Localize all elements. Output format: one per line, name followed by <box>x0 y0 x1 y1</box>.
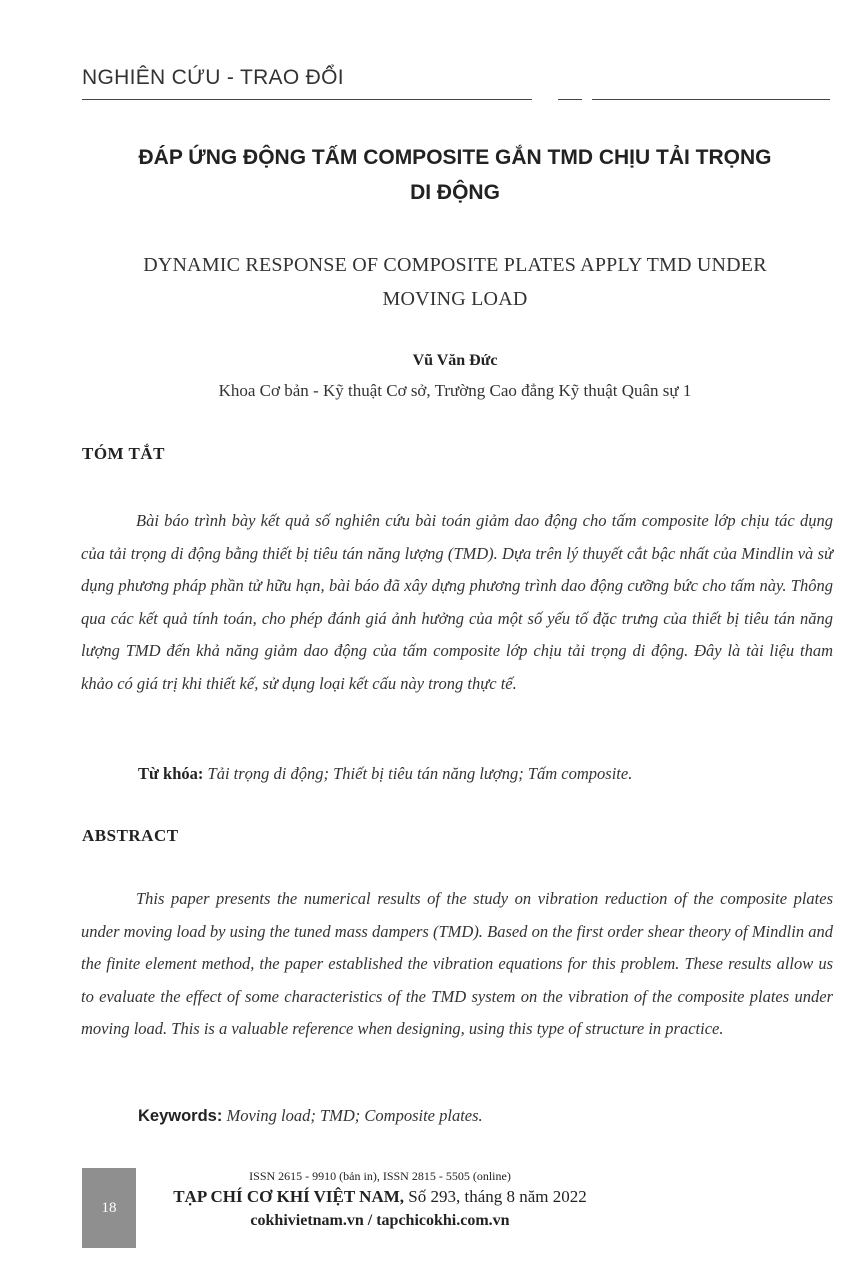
journal-name: TẠP CHÍ CƠ KHÍ VIỆT NAM, <box>173 1187 405 1206</box>
abstract-heading: ABSTRACT <box>82 826 179 845</box>
keywords-vi: Tải trọng di động; Thiết bị tiêu tán năng lượng; Tấm composite. <box>207 764 633 783</box>
page-number: 18 <box>82 1168 136 1248</box>
header-rule-segment <box>558 99 582 100</box>
tomtat-body: Bài báo trình bày kết quả số nghiên cứu bài toán giảm dao động cho tấm composite lớp chịu tác dụng của tải trọng di động bằng thiết bị tiêu tán năng lượng (TMD). Dựa trên lý thuyết cắt bậc nhất của Mindlin và sử dụng phương pháp phần tử hữu hạn, bài báo đã xây dựng phương trình dao động cưỡng bức cho tấm này. Thông qua các kết quả tính toán, cho phép đánh giá ảnh hưởng của một số yếu tố đặc trưng của thiết bị tiêu tán năng lượng TMD đến khả năng giảm dao động của tấm composite lớp chịu tải trọng di động. Đây là tài liệu tham khảo có giá trị khi thiết kế, sử dụng loại kết cấu này trong thực tế. <box>81 511 833 693</box>
title-en-line-1: DYNAMIC RESPONSE OF COMPOSITE PLATES APPLY TMD UNDER <box>143 254 767 276</box>
footer-websites: cokhivietnam.vn / tapchicokhi.com.vn <box>250 1212 510 1229</box>
title-english <box>60 248 850 316</box>
section-label: NGHIÊN CỨU - TRAO ĐỔI <box>82 66 344 89</box>
title-vietnamese <box>60 140 850 210</box>
header-rule-right <box>592 99 830 100</box>
keywords-en: Moving load; TMD; Composite plates. <box>226 1106 483 1125</box>
author-name: Vũ Văn Đức <box>412 352 498 369</box>
keywords-label-vi: Từ khóa: <box>138 764 204 783</box>
footer-issn: ISSN 2615 - 9910 (bản in), ISSN 2815 - 5505 (online) <box>249 1169 511 1183</box>
title-en-line-2: MOVING LOAD <box>382 288 528 310</box>
title-vi-line-1: ĐÁP ỨNG ĐỘNG TẤM COMPOSITE GẮN TMD CHỊU TẢI TRỌNG <box>138 146 772 169</box>
abstract-keywords <box>138 1106 483 1126</box>
abstract-body: This paper presents the numerical results of the study on vibration reduction of the composite plates under moving load by using the tuned mass dampers (TMD). Based on the first order shear theory of Mindlin and the finite element method, the paper established the vibration equations for this problem. These results allow us to evaluate the effect of some characteristics of the TMD system on the vibration of the composite plates under moving load. This is a valuable reference when designing, using this type of structure in practice. <box>81 889 833 1038</box>
header-rule <box>82 99 532 100</box>
footer-journal <box>140 1187 620 1207</box>
author-affiliation: Khoa Cơ bản - Kỹ thuật Cơ sở, Trường Cao đẳng Kỹ thuật Quân sự 1 <box>218 381 692 400</box>
keywords-label-en: Keywords: <box>138 1107 223 1125</box>
tomtat-keywords <box>138 764 632 784</box>
title-vi-line-2: DI ĐỘNG <box>410 181 500 204</box>
journal-issue: Số 293, tháng 8 năm 2022 <box>404 1187 587 1206</box>
tomtat-heading: TÓM TẮT <box>82 444 166 463</box>
